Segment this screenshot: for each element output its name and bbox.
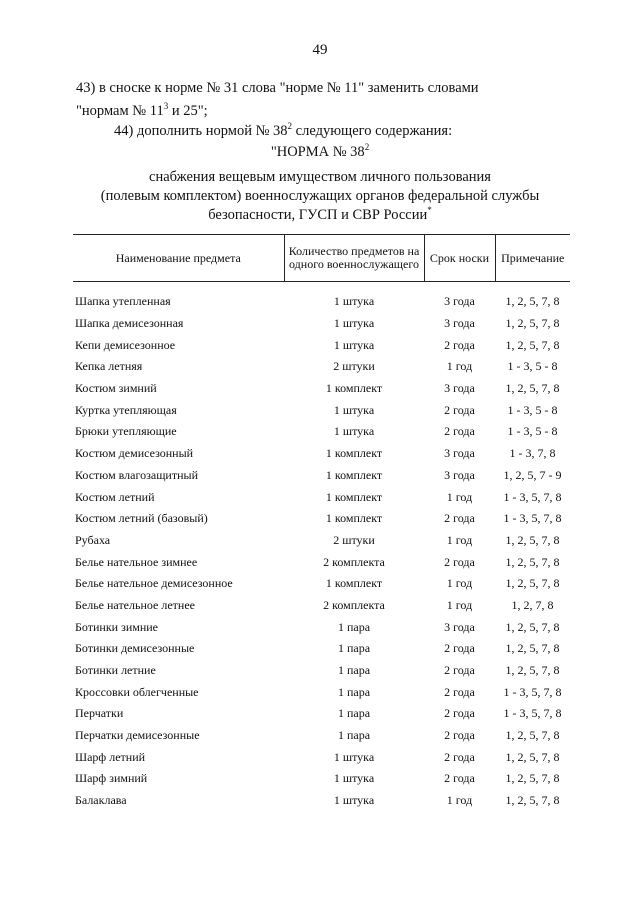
quantity-cell: 1 пара: [337, 641, 371, 656]
item-name-cell: Рубаха: [75, 532, 111, 547]
table-row: [73, 486, 570, 508]
term-cell: 1 год: [446, 793, 473, 808]
column-header-term: Срок носки: [424, 235, 495, 282]
quantity-cell: 1 штука: [333, 402, 375, 417]
item-name-cell: Брюки утепляющие: [75, 424, 177, 439]
item-name-cell: Кепка летняя: [75, 359, 143, 374]
term-cell: 2 года: [444, 771, 475, 786]
paragraph-43-text: "нормам № 11: [76, 103, 164, 119]
table-row: [73, 703, 570, 725]
quantity-cell: 1 комплект: [325, 446, 383, 461]
term-cell: 2 года: [444, 728, 475, 743]
norm-title-text: "НОРМА № 38: [270, 144, 365, 160]
column-header-quantity: Количество предметов на одного военнослужащего: [284, 235, 424, 282]
item-name-cell: Кроссовки облегченные: [75, 684, 199, 699]
table-row: [73, 790, 570, 812]
table-row: [73, 573, 570, 595]
table-row: [73, 638, 570, 660]
term-cell: 2 года: [444, 337, 475, 352]
item-name-cell: Ботинки зимние: [75, 619, 158, 634]
quantity-cell: 1 штука: [333, 294, 375, 309]
norm-title: [0, 144, 640, 161]
quantity-cell: 1 штука: [333, 749, 375, 764]
item-name-cell: Костюм летний (базовый): [75, 511, 208, 526]
quantity-cell: 1 комплект: [325, 576, 383, 591]
table-body: [73, 282, 570, 812]
table-row: [73, 725, 570, 747]
note-cell: 1, 2, 5, 7, 8: [505, 663, 560, 678]
table-header-row: [73, 235, 570, 282]
item-name-cell: Ботинки демисезонные: [75, 641, 195, 656]
quantity-cell: 1 комплект: [325, 489, 383, 504]
item-name-cell: Перчатки демисезонные: [75, 728, 200, 743]
term-cell: 1 год: [446, 532, 473, 547]
term-cell: 3 года: [444, 294, 475, 309]
item-name-cell: Белье нательное зимнее: [75, 554, 198, 569]
term-cell: 2 года: [444, 424, 475, 439]
term-cell: 2 года: [444, 749, 475, 764]
note-cell: 1 - 3, 5, 7, 8: [503, 511, 562, 526]
item-name-cell: Шарф зимний: [75, 771, 148, 786]
table-row: [73, 356, 570, 378]
quantity-cell: 1 комплект: [325, 511, 383, 526]
item-name-cell: Шарф летний: [75, 749, 146, 764]
table-row: [73, 551, 570, 573]
norm-description-line: безопасности, ГУСП и СВР России: [208, 207, 428, 223]
norm-description: [80, 168, 560, 225]
paragraph-43-text: и 25";: [168, 103, 208, 119]
table-row: [73, 282, 570, 313]
note-cell: 1, 2, 5, 7, 8: [505, 316, 560, 331]
term-cell: 2 года: [444, 402, 475, 417]
table-row: [73, 530, 570, 552]
note-cell: 1, 2, 5, 7, 8: [505, 619, 560, 634]
term-cell: 2 года: [444, 684, 475, 699]
note-cell: 1, 2, 5, 7, 8: [505, 576, 560, 591]
term-cell: 1 год: [446, 359, 473, 374]
quantity-cell: 2 комплекта: [323, 597, 385, 612]
item-name-cell: Белье нательное летнее: [75, 597, 195, 612]
note-cell: 1, 2, 7, 8: [511, 597, 554, 612]
item-name-cell: Куртка утепляющая: [75, 402, 177, 417]
paragraph-44-text: следующего содержания:: [292, 123, 453, 139]
table-row: [73, 334, 570, 356]
norm-description-line: снабжения вещевым имуществом личного пользования: [149, 169, 491, 185]
table-row: [73, 508, 570, 530]
quantity-cell: 1 пара: [337, 619, 371, 634]
quantity-cell: 1 пара: [337, 663, 371, 678]
table-row: [73, 681, 570, 703]
term-cell: 3 года: [444, 619, 475, 634]
item-name-cell: Костюм летний: [75, 489, 155, 504]
item-name-cell: Шапка демисезонная: [75, 316, 184, 331]
quantity-cell: 1 штука: [333, 771, 375, 786]
quantity-cell: 1 пара: [337, 706, 371, 721]
norm-description-line: (полевым комплектом) военнослужащих органов федеральной службы: [100, 188, 540, 204]
table-row: [73, 421, 570, 443]
note-cell: 1, 2, 5, 7, 8: [505, 337, 560, 352]
note-cell: 1 - 3, 5 - 8: [507, 424, 558, 439]
note-cell: 1 - 3, 5, 7, 8: [503, 489, 562, 504]
superscript: 2: [287, 121, 293, 132]
term-cell: 3 года: [444, 316, 475, 331]
term-cell: 3 года: [444, 446, 475, 461]
note-cell: 1 - 3, 5, 7, 8: [503, 706, 562, 721]
quantity-cell: 1 штука: [333, 337, 375, 352]
quantity-cell: 1 комплект: [325, 467, 383, 482]
quantity-cell: 1 штука: [333, 316, 375, 331]
page-number: 49: [312, 42, 328, 58]
paragraph-43-line1: 43) в сноске к норме № 31 слова "норме № 11" заменить словами: [76, 80, 479, 96]
quantity-cell: 2 штуки: [333, 532, 375, 547]
table-row: [73, 768, 570, 790]
table-row: [73, 465, 570, 487]
note-cell: 1, 2, 5, 7, 8: [505, 532, 560, 547]
note-cell: 1 - 3, 5 - 8: [507, 359, 558, 374]
note-cell: 1, 2, 5, 7, 8: [505, 554, 560, 569]
item-name-cell: Костюм демисезонный: [75, 446, 194, 461]
note-cell: 1, 2, 5, 7, 8: [505, 749, 560, 764]
term-cell: 2 года: [444, 641, 475, 656]
term-cell: 1 год: [446, 597, 473, 612]
note-cell: 1, 2, 5, 7, 8: [505, 294, 560, 309]
item-name-cell: Ботинки летние: [75, 663, 156, 678]
table-row: [73, 660, 570, 682]
term-cell: 2 года: [444, 706, 475, 721]
column-header-item: Наименование предмета: [73, 235, 284, 282]
item-name-cell: Костюм влагозащитный: [75, 467, 198, 482]
term-cell: 1 год: [446, 576, 473, 591]
quantity-cell: 1 пара: [337, 728, 371, 743]
item-name-cell: Белье нательное демисезонное: [75, 576, 233, 591]
term-cell: 3 года: [444, 467, 475, 482]
term-cell: 1 год: [446, 489, 473, 504]
table-row: [73, 595, 570, 617]
item-name-cell: Балаклава: [75, 793, 127, 808]
quantity-cell: 1 пара: [337, 684, 371, 699]
note-cell: 1, 2, 5, 7, 8: [505, 381, 560, 396]
table-row: [73, 746, 570, 768]
footnote-mark: *: [427, 205, 432, 216]
note-cell: 1, 2, 5, 7 - 9: [503, 467, 562, 482]
item-name-cell: Кепи демисезонное: [75, 337, 176, 352]
table-row: [73, 378, 570, 400]
note-cell: 1, 2, 5, 7, 8: [505, 771, 560, 786]
paragraph-44: [76, 120, 564, 143]
table-row: [73, 399, 570, 421]
term-cell: 2 года: [444, 663, 475, 678]
note-cell: 1 - 3, 5 - 8: [507, 402, 558, 417]
note-cell: 1 - 3, 5, 7, 8: [503, 684, 562, 699]
quantity-cell: 1 штука: [333, 793, 375, 808]
note-cell: 1, 2, 5, 7, 8: [505, 641, 560, 656]
term-cell: 2 года: [444, 511, 475, 526]
column-header-note: Примечание: [495, 235, 570, 282]
superscript: 3: [163, 101, 169, 112]
paragraph-43: [76, 77, 564, 123]
item-name-cell: Перчатки: [75, 706, 124, 721]
clothing-norm-table: [73, 234, 570, 812]
term-cell: 3 года: [444, 381, 475, 396]
quantity-cell: 2 штуки: [333, 359, 375, 374]
paragraph-43-line2: [76, 103, 208, 119]
note-cell: 1, 2, 5, 7, 8: [505, 728, 560, 743]
quantity-cell: 2 комплекта: [323, 554, 385, 569]
table-row: [73, 616, 570, 638]
superscript: 2: [364, 142, 370, 153]
note-cell: 1 - 3, 7, 8: [509, 446, 556, 461]
quantity-cell: 1 штука: [333, 424, 375, 439]
note-cell: 1, 2, 5, 7, 8: [505, 793, 560, 808]
item-name-cell: Костюм зимний: [75, 381, 157, 396]
paragraph-44-text: 44) дополнить нормой № 38: [114, 123, 288, 139]
quantity-cell: 1 комплект: [325, 381, 383, 396]
table-row: [73, 313, 570, 335]
item-name-cell: Шапка утепленная: [75, 294, 171, 309]
table-row: [73, 443, 570, 465]
term-cell: 2 года: [444, 554, 475, 569]
table-header: [73, 235, 570, 282]
